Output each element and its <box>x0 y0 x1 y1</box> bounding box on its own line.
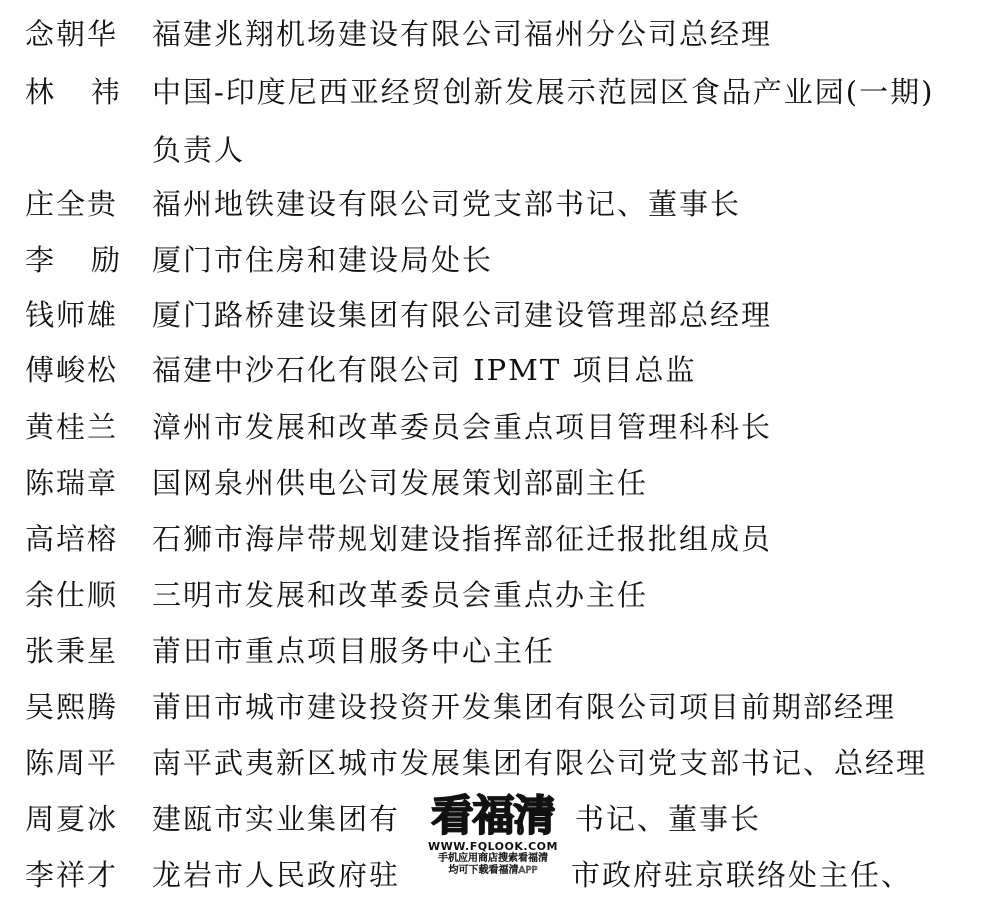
entry-title: 中国-印度尼西亚经贸创新发展示范园区食品产业园(一期) <box>152 75 935 109</box>
entry-row-continuation <box>0 133 983 167</box>
entry-title-continuation: 负责人 <box>152 133 246 167</box>
entry-row <box>0 522 983 556</box>
entry-name: 高培榕 <box>25 522 119 556</box>
entry-title: 漳州市发展和改革委员会重点项目管理科科长 <box>152 410 773 444</box>
entry-name: 钱师雄 <box>25 298 119 332</box>
entry-title: 国网泉州供电公司发展策划部副主任 <box>152 466 649 500</box>
entry-name: 傅峻松 <box>25 353 119 387</box>
watermark-caption-line2: 均可下载看福清APP <box>448 865 538 876</box>
entry-title: 莆田市城市建设投资开发集团有限公司项目前期部经理 <box>152 690 897 724</box>
entry-row <box>0 187 983 221</box>
entry-title-part-a: 建瓯市实业集团有 <box>152 802 401 836</box>
entry-name: 周夏冰 <box>25 802 119 836</box>
entry-name: 吴熙腾 <box>25 690 119 724</box>
entry-title: 莆田市重点项目服务中心主任 <box>152 634 556 668</box>
entry-row <box>0 243 983 277</box>
entry-name: 陈周平 <box>25 746 119 780</box>
entry-name: 张秉星 <box>25 634 119 668</box>
entry-title: 石狮市海岸带规划建设指挥部征迁报批组成员 <box>152 522 773 556</box>
entry-title: 厦门路桥建设集团有限公司建设管理部总经理 <box>152 298 773 332</box>
entry-title-part-b: 市政府驻京联络处主任、 <box>571 858 913 892</box>
watermark-caption-line1: 手机应用商店搜索看福清 <box>438 853 548 864</box>
entry-row <box>0 410 983 444</box>
entry-title: 福州地铁建设有限公司党支部书记、董事长 <box>152 187 742 221</box>
entry-title-part-a: 龙岩市人民政府驻 <box>152 858 401 892</box>
entry-name: 黄桂兰 <box>25 410 119 444</box>
entry-name: 念朝华 <box>25 17 119 51</box>
entry-row <box>0 75 983 109</box>
watermark-overlay <box>418 792 568 902</box>
entry-row <box>0 634 983 668</box>
entry-row <box>0 17 983 51</box>
watermark-logo: 看福清 <box>431 791 555 840</box>
entry-row <box>0 353 983 387</box>
entry-name: 余仕顺 <box>25 578 119 612</box>
entry-title: 南平武夷新区城市发展集团有限公司党支部书记、总经理 <box>152 746 928 780</box>
entry-name: 陈瑞章 <box>25 466 119 500</box>
entry-name: 李祥才 <box>25 858 119 892</box>
entry-row <box>0 298 983 332</box>
entry-name-char: 祎 <box>91 75 121 109</box>
entry-row <box>0 690 983 724</box>
entry-title: 福建兆翔机场建设有限公司福州分公司总经理 <box>152 17 773 51</box>
entry-name: 庄全贵 <box>25 187 119 221</box>
entry-row <box>0 746 983 780</box>
entry-row <box>0 578 983 612</box>
entry-name-char: 励 <box>91 243 121 277</box>
entry-title: 厦门市住房和建设局处长 <box>152 243 494 277</box>
entry-name-char: 林 <box>25 75 55 109</box>
entry-title: 三明市发展和改革委员会重点办主任 <box>152 578 649 612</box>
watermark-url: WWW.FQLOOK.COM <box>428 840 558 853</box>
entry-name-char: 李 <box>25 243 55 277</box>
entry-title-part-b: 书记、董事长 <box>575 802 762 836</box>
entry-row <box>0 466 983 500</box>
entry-title: 福建中沙石化有限公司 IPMT 项目总监 <box>152 353 697 387</box>
